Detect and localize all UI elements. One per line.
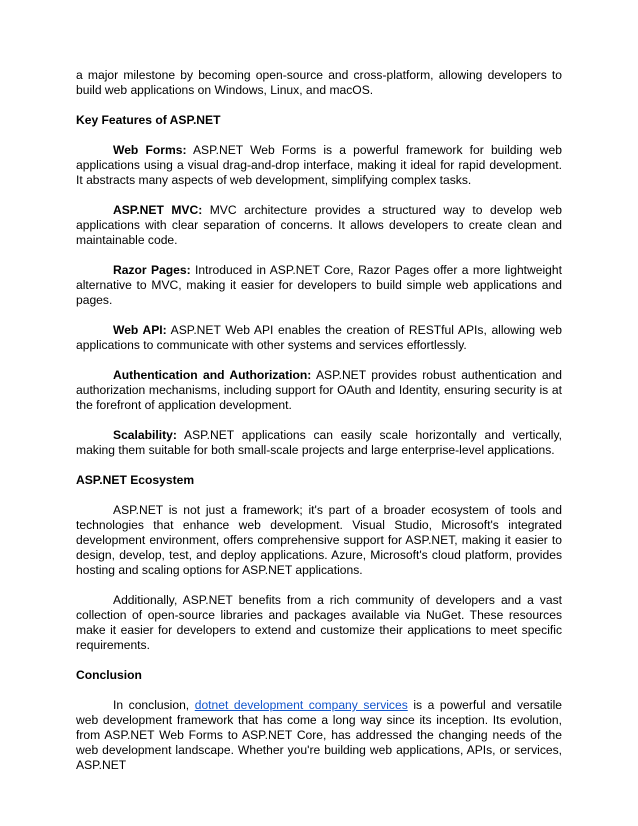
key-features-heading: Key Features of ASP.NET (76, 113, 221, 127)
spacer (76, 683, 562, 698)
conclusion-body: is a powerful and versatile web development framework that has come a long way since its inception. Its evolution, from ASP.NET Web Forms to ASP.NET Core, has addressed the changing needs of the web development landscape. Whether you're building web applications, APIs, or services, ASP.NET (76, 698, 562, 772)
spacer (76, 98, 562, 113)
feature-scalability (76, 428, 562, 458)
document-page (76, 68, 562, 773)
feature-authentication (76, 368, 562, 413)
dotnet-services-link[interactable]: dotnet development company services (194, 698, 408, 712)
ecosystem-heading: ASP.NET Ecosystem (76, 473, 195, 487)
feature-description: ASP.NET provides robust authentication and authorization mechanisms, including support for OAuth and Identity, ensuring security is at the forefront of application development. (76, 368, 562, 412)
feature-web-api (76, 323, 562, 353)
spacer (76, 653, 562, 668)
feature-description: ASP.NET applications can easily scale horizontally and vertically, making them suitable for both small-scale projects and large enterprise-level applications. (76, 428, 562, 457)
ecosystem-paragraph-2: Additionally, ASP.NET benefits from a rich community of developers and a vast collection of open-source libraries and packages available via NuGet. These resources make it easier for developers to extend and customize their applications to meet specific requirements. (76, 593, 562, 652)
spacer (76, 458, 562, 473)
spacer (76, 188, 562, 203)
conclusion-heading: Conclusion (76, 668, 142, 682)
spacer (76, 248, 562, 263)
spacer (76, 308, 562, 323)
feature-aspnet-mvc (76, 203, 562, 248)
feature-description: Introduced in ASP.NET Core, Razor Pages offer a more lightweight alternative to MVC, making it easier for developers to build simple web applications and pages. (76, 263, 562, 307)
feature-razor-pages (76, 263, 562, 308)
feature-term: Web API: (113, 323, 167, 337)
feature-term: Web Forms: (113, 143, 187, 157)
spacer (76, 128, 562, 143)
feature-description: ASP.NET Web Forms is a powerful framework for building web applications using a visual drag-and-drop interface, making it ideal for rapid development. It abstracts many aspects of web development, simplifying complex tasks. (76, 143, 562, 187)
spacer (76, 578, 562, 593)
spacer (76, 488, 562, 503)
spacer (76, 413, 562, 428)
feature-web-forms (76, 143, 562, 188)
intro-continuation: a major milestone by becoming open-source and cross-platform, allowing developers to build web applications on Windows, Linux, and macOS. (76, 68, 562, 97)
conclusion-lead: In conclusion, (113, 698, 195, 712)
ecosystem-paragraph-1: ASP.NET is not just a framework; it's part of a broader ecosystem of tools and technologies that enhance web development. Visual Studio, Microsoft's integrated development environment, offers comprehensive support for ASP.NET, making it easier to design, develop, test, and deploy applications. Azure, Microsoft's cloud platform, provides hosting and scaling options for ASP.NET applications. (76, 503, 562, 577)
spacer (76, 353, 562, 368)
feature-term: Scalability: (113, 428, 177, 442)
feature-term: Authentication and Authorization: (113, 368, 312, 382)
feature-description: ASP.NET Web API enables the creation of RESTful APIs, allowing web applications to communicate with other systems and services effortlessly. (76, 323, 562, 352)
feature-description: MVC architecture provides a structured way to develop web applications with clear separation of concerns. It allows developers to create clean and maintainable code. (76, 203, 562, 247)
conclusion-paragraph (76, 698, 562, 773)
feature-term: ASP.NET MVC: (113, 203, 203, 217)
feature-term: Razor Pages: (113, 263, 191, 277)
